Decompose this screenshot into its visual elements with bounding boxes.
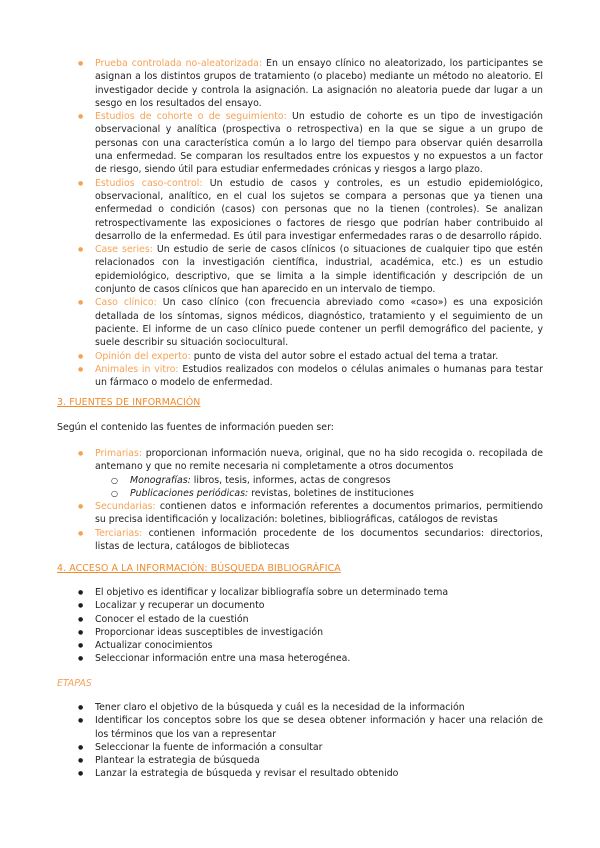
list-item: ● Plantear la estrategia de búsqueda xyxy=(95,754,543,767)
stages-list xyxy=(95,701,543,781)
term-description: proporcionan información nueva, original, que no ha sido recogida o. recopilada de antemano y que no remite necesaria ni completamente a otros documentos xyxy=(95,448,543,473)
list-item xyxy=(95,363,543,390)
list-item: ● Seleccionar la fuente de información a consultar xyxy=(95,741,543,754)
stages-heading: ETAPAS xyxy=(57,678,92,689)
term-description: Un estudio de serie de casos clínicos (o situaciones de cualquier tipo que estén relacionados con la investigación científica, industrial, académica, etc.) es un estudio epidemiológico, descriptivo, que se limita a la simple identificación y descripción de un conjunto de casos clínicos que han aparecido en un intervalo de tiempo. xyxy=(95,244,543,296)
section-heading: 4. ACCESO A LA INFORMACIÓN: BÚSQUEDA BIBLIOGRÁFICA xyxy=(57,563,341,574)
list-item xyxy=(95,527,543,554)
section-intro: Según el contenido las fuentes de información pueden ser: xyxy=(57,422,334,433)
list-item xyxy=(95,350,543,363)
term-label: Animales in vitro: xyxy=(95,363,179,375)
term-label: Prueba controlada no-aleatorizada: xyxy=(95,58,263,69)
term-label: Terciarias: xyxy=(95,527,143,539)
term-label: Estudios de cohorte o de seguimiento: xyxy=(95,111,287,123)
term-description: Un estudio de casos y controles, es un estudio epidemiológico, observacional, analítico, en el cual los sujetos se compara a personas que ya tienen una enfermedad o condición (casos) con personas que no la tienen (controles). Se analizan retrospectivamente las exposiciones o factores de riesgo que podrían haber contribuido al desarrollo de la enfermedad. Es útil para investigar enfermedades raras o de desarrollo rápido. xyxy=(95,177,543,242)
list-item: ● Conocer el estado de la cuestión xyxy=(95,613,543,626)
sub-list xyxy=(55,474,543,501)
term-description: Un estudio de cohorte es un tipo de investigación observacional y analítica (prospectiva o retrospectiva) en la que se sigue a un grupo de personas con una característica común a lo largo del tiempo para observar quién desarrolla una enfermedad. Se comparan los resultados entre los expuestos y no expuestos a un factor de riesgo, siendo útil para estudiar enfermedades crónicas y riesgos a largo plazo. xyxy=(95,111,543,176)
list-item: ● Lanzar la estrategia de búsqueda y revisar el resultado obtenido xyxy=(95,767,543,780)
list-item xyxy=(95,500,543,527)
list-item xyxy=(95,57,543,110)
term-description: Estudios realizados con modelos o células animales o humanas para testar un fármaco o modelo de enfermedad. xyxy=(95,363,543,389)
term-label: Secundarias: xyxy=(95,501,156,513)
term-description: En un ensayo clínico no aleatorizado, los participantes se asignan a los distintos grupos de tratamiento (o placebo) mediante un método no aleatorio. El investigador decide y controla la asignación. La asignación no aleatoria puede dar lugar a un sesgo en los resultados del ensayo. xyxy=(95,58,543,109)
study-types-list xyxy=(95,57,543,389)
term-description: contienen información procedente de los documentos secundarios: directorios, listas de lectura, catálogos de bibliotecas xyxy=(95,527,543,553)
list-item xyxy=(95,110,543,176)
section-heading: 3. FUENTES DE INFORMACIÓN xyxy=(57,397,201,408)
term-label: Estudios caso-control: xyxy=(95,177,203,189)
list-item: ● Actualizar conocimientos xyxy=(95,639,543,652)
term-label: Case series: xyxy=(95,244,153,256)
term-label: Opinión del experto: xyxy=(95,350,191,362)
list-item: ● Localizar y recuperar un documento xyxy=(95,599,543,612)
sub-text: revistas, boletines de instituciones xyxy=(248,487,414,499)
list-item: ● Proporcionar ideas susceptibles de investigación xyxy=(95,626,543,639)
list-item: ● Identificar los conceptos sobre los que se desea obtener información y hacer una relación de los términos que los van a representar xyxy=(95,714,543,741)
list-item: ● Seleccionar información entre una masa heterogénea. xyxy=(95,652,543,665)
list-item xyxy=(95,177,543,243)
objectives-list xyxy=(95,586,543,666)
list-item xyxy=(95,296,543,349)
term-description: Un caso clínico (con frecuencia abreviado como «caso») es una exposición detallada de los síntomas, signos médicos, diagnóstico, tratamiento y el seguimiento de un paciente. El informe de un caso clínico puede contener un perfil demográfico del paciente, y suele describir su situación sociocultural. xyxy=(95,297,543,349)
sub-label: Publicaciones periódicas: xyxy=(130,487,249,499)
sub-list-item xyxy=(130,487,543,500)
term-description: contienen datos e información referentes a documentos primarios, permitiendo su precisa identificación y localización: boletines, bibliográficas, catálogos de revistas xyxy=(95,501,543,526)
term-label: Primarias: xyxy=(95,448,143,459)
sources-list xyxy=(95,447,543,553)
term-label: Caso clínico: xyxy=(95,297,157,309)
list-item: ● Tener claro el objetivo de la búsqueda y cuál es la necesidad de la información xyxy=(95,701,543,714)
sub-text: libros, tesis, informes, actas de congresos xyxy=(190,474,391,486)
list-item xyxy=(95,447,543,500)
sub-label: Monografías: xyxy=(130,474,191,486)
list-item: ● El objetivo es identificar y localizar bibliografía sobre un determinado tema xyxy=(95,586,543,599)
term-description: punto de vista del autor sobre el estado actual del tema a tratar. xyxy=(190,350,499,362)
sub-list-item xyxy=(130,474,543,487)
list-item xyxy=(95,243,543,296)
